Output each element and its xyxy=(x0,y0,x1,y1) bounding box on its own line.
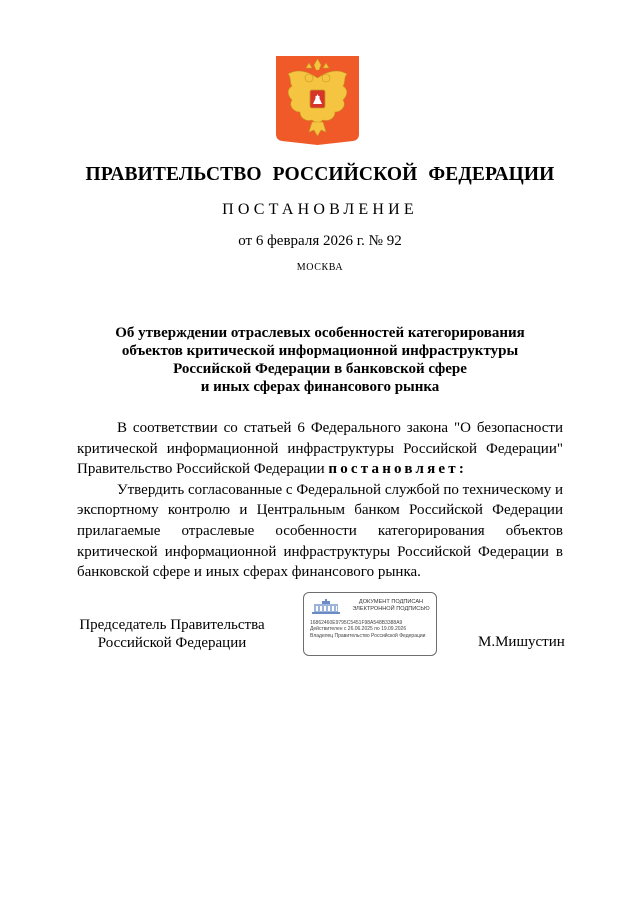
subject-line: и иных сферах финансового рынка xyxy=(200,379,440,395)
signer-title-line: Председатель Правительства xyxy=(79,617,265,633)
russian-coat-of-arms-icon xyxy=(276,56,359,145)
certificate-number: 16862460E9795C5451F98A548B3388A9 xyxy=(310,620,403,626)
document-city: МОСКВА xyxy=(296,262,344,273)
document-type: ПОСТАНОВЛЕНИЕ xyxy=(222,201,418,218)
government-title: ПРАВИТЕЛЬСТВО РОССИЙСКОЙ ФЕДЕРАЦИИ xyxy=(85,164,555,185)
subject-line: Российской Федерации в банковской сфере xyxy=(173,361,467,377)
resolution-paragraph: Утвердить согласованные с Федеральной службой по техническому и экспортному контролю и Центральным банком Российской Федерации прилагаемые отраслевые особенности категорирования объектов критической информационной инфраструктуры Российской Федерации в банковской сфере и иных сферах финансового рынка. xyxy=(77,481,563,581)
preamble-text: В соответствии со статьей 6 Федерального закона "О безопасности критической информационной инфраструктуры Российской Федерации" Правительство Российской Федерации xyxy=(77,420,563,478)
signer-name: М.Мишустин xyxy=(478,634,565,650)
certificate-owner: Владелец Правительство Российской Федерации xyxy=(310,632,426,639)
signature-details xyxy=(310,620,434,639)
government-building-icon xyxy=(311,599,341,615)
signature-heading xyxy=(346,599,436,613)
coat-of-arms-emblem xyxy=(276,56,359,145)
subject-line: объектов критической информационной инфраструктуры xyxy=(121,343,519,359)
signer-title-line: Российской Федерации xyxy=(97,635,247,651)
document-date-number: от 6 февраля 2026 г. № 92 xyxy=(238,233,402,249)
signature-heading-line: ЭЛЕКТРОННОЙ ПОДПИСЬЮ xyxy=(352,606,430,612)
preamble-paragraph xyxy=(77,418,563,480)
signature-heading-line: ДОКУМЕНТ ПОДПИСАН xyxy=(358,599,424,605)
document-subject xyxy=(60,324,580,396)
signer-title xyxy=(67,616,277,652)
certificate-validity: Действителен с 26.06.2025 по 19.09.2026 xyxy=(310,626,407,633)
subject-line: Об утверждении отраслевых особенностей категорирования xyxy=(115,325,525,341)
electronic-signature-stamp xyxy=(303,592,437,656)
resolves-keyword: постановляет: xyxy=(328,461,468,478)
document-body xyxy=(77,418,563,583)
